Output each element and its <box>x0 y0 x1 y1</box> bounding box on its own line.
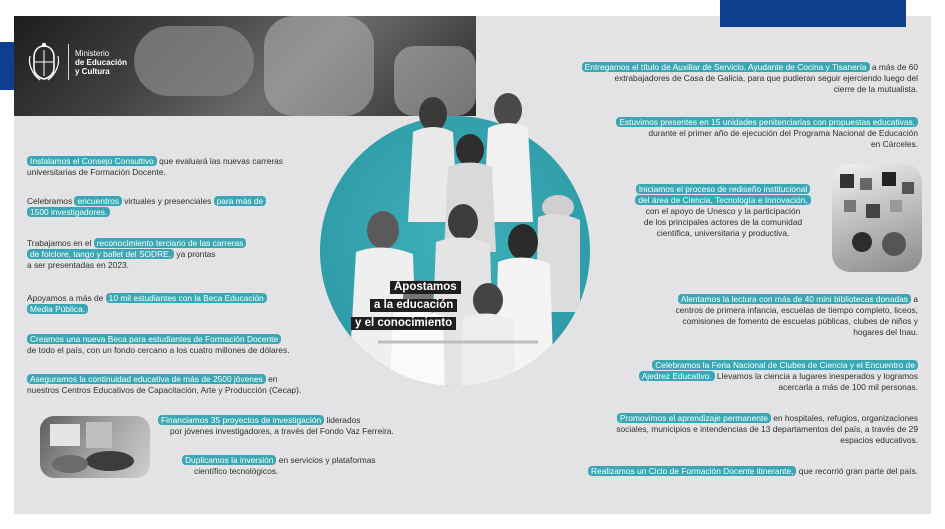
logo-line-3: y Cultura <box>75 66 110 76</box>
right-item-6: Promovimos el aprendizaje permanente en hospitales, refugios, organizaciones sociales, municipios e intendencias de 13 departamentos del país, a través de 29 espacios educativos. <box>616 413 918 445</box>
right-item-7: Realizamos un Ciclo de Formación Docente itinerante, que recorrió gran parte del país. <box>588 466 918 477</box>
right-item-3: Iniciamos el proceso de rediseño institucional del área de Ciencia, Tecnología e Innovación, con el apoyo de Unesco y la participación de los principales actores de la comunidad científica, universitaria y productiva. <box>618 184 828 239</box>
coat-of-arms-icon <box>26 42 62 82</box>
left-item-2: Celebramos encuentros virtuales y presenciales para más de 1500 investigadores. <box>27 196 266 218</box>
brand-bar-left <box>0 42 14 90</box>
title-line-3: y el conocimiento <box>351 317 456 330</box>
photo-letters-board <box>832 164 922 272</box>
children-photo <box>318 92 598 432</box>
right-item-5: Celebramos la Feria Nacional de Clubes de Ciencia y el Encuentro de Ajedrez Educativo. Llevamos la ciencia a lugares inesperados y logramos acercarla a más de 100 mil personas. <box>639 360 918 393</box>
central-title <box>340 277 461 331</box>
left-item-1: Instalamos el Consejo Consultivo que evaluará las nuevas carreras universitarias de Formación Docente. <box>27 156 283 177</box>
left-item-7: Financiamos 35 proyectos de investigación liderados por jóvenes investigadores, a través del Fondo Vaz Ferreira. <box>158 415 394 437</box>
right-item-1: Entregamos el título de Auxiliar de Servicio, Ayudante de Cocina y Tisanería a más de 60 extrabajadores de Casa de Galicia, para que pudieran seguir ejerciendo luego del cierre de la mutualista. <box>582 62 918 95</box>
left-item-8: Duplicamos la inversión en servicios y plataformas científico tecnológicos. <box>182 455 376 477</box>
logo-line-1: Ministerio <box>75 48 110 58</box>
ministry-logo <box>26 42 127 82</box>
left-item-3: Trabajamos en el reconocimiento terciario de las carreras de folclore, tango y ballet del SODRE, ya prontas a ser presentadas en 2023. <box>27 238 246 271</box>
brand-bar-top <box>720 0 906 27</box>
logo-line-2: de Educación <box>75 57 128 67</box>
title-line-1: Apostamos <box>390 281 461 294</box>
left-item-6: Aseguramos la continuidad educativa de más de 2500 jóvenes en nuestros Centros Educativos de Capacitación, Arte y Producción (Cecap). <box>27 374 302 395</box>
right-item-2: Estuvimos presentes en 15 unidades penitenciarias con propuestas educativas, durante el primer año de ejecución del Programa Nacional de Educación en Cárceles. <box>616 117 918 150</box>
photo-research-hands <box>40 416 150 478</box>
left-item-4: Apoyamos a más de 10 mil estudiantes con la Beca Educación Media Pública. <box>27 293 267 315</box>
title-line-2: a la educación <box>370 299 457 312</box>
right-item-4: Alentamos la lectura con más de 40 mini bibliotecas donadas a centros de primera infancia, escuelas de tiempo completo, liceos, comisiones de fomento de escuelas públicas, clubes de niños y hogares del Inau. <box>675 294 918 337</box>
left-item-5: Creamos una nueva Beca para estudiantes de Formación Docente de todo el país, con un fondo cercano a los cuatro millones de dólares. <box>27 334 290 355</box>
